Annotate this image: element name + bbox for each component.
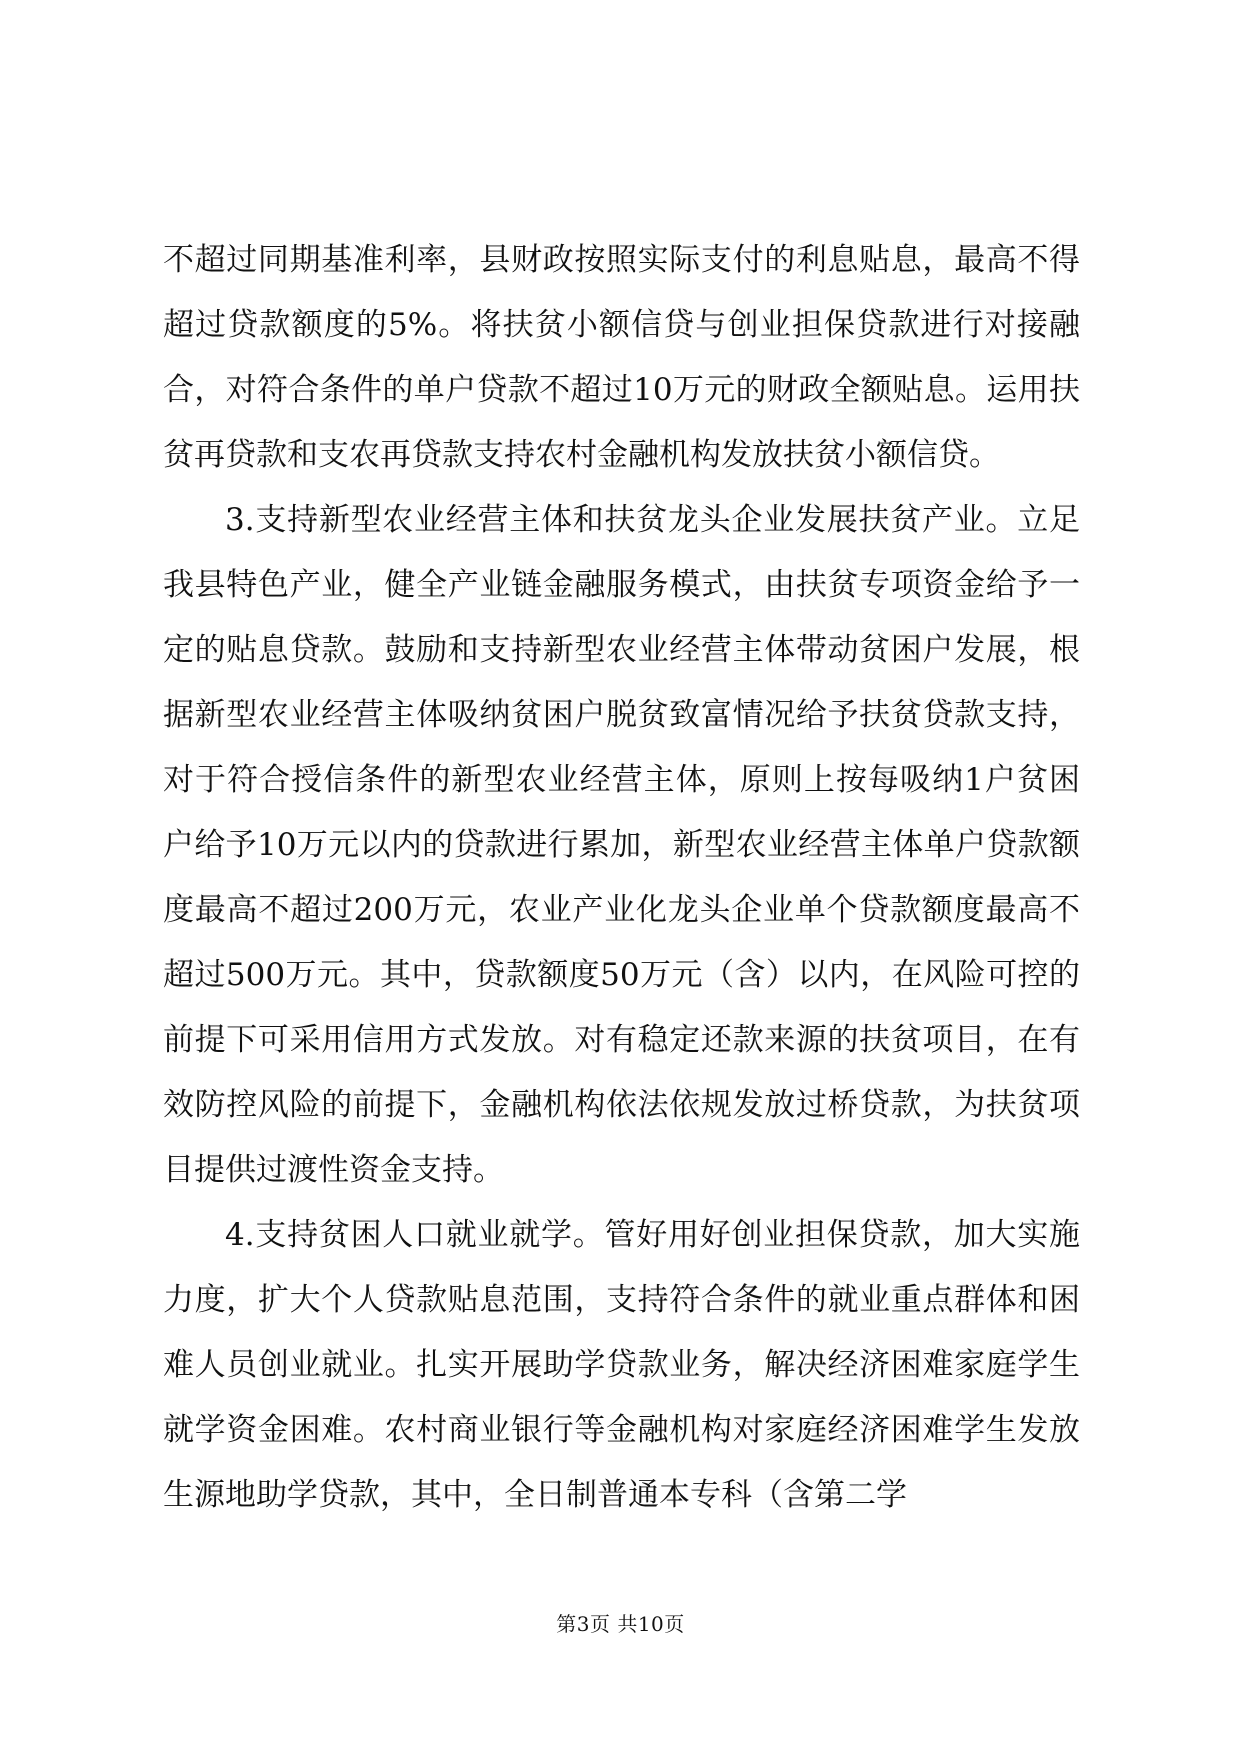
paragraph-1: 不超过同期基准利率，县财政按照实际支付的利息贴息，最高不得超过贷款额度的5%。将扶贫小额信贷与创业担保贷款进行对接融合，对符合条件的单户贷款不超过10万元的财政全额贴息。运用扶贫再贷款和支农再贷款支持农村金融机构发放扶贫小额信贷。 (163, 242, 1080, 473)
paragraph-2: 3.支持新型农业经营主体和扶贫龙头企业发展扶贫产业。立足我县特色产业，健全产业链金融服务模式，由扶贫专项资金给予一定的贴息贷款。鼓励和支持新型农业经营主体带动贫困户发展，根据新型农业经营主体吸纳贫困户脱贫致富情况给予扶贫贷款支持，对于符合授信条件的新型农业经营主体，原则上按每吸纳1户贫困户给予10万元以内的贷款进行累加，新型农业经营主体单户贷款额度最高不超过200万元，农业产业化龙头企业单个贷款额度最高不超过500万元。其中，贷款额度50万元（含）以内，在风险可控的前提下可采用信用方式发放。对有稳定还款来源的扶贫项目，在有效防控风险的前提下，金融机构依法依规发放过桥贷款，为扶贫项目提供过渡性资金支持。 (163, 502, 1080, 1188)
paragraph-3: 4.支持贫困人口就业就学。管好用好创业担保贷款，加大实施力度，扩大个人贷款贴息范围，支持符合条件的就业重点群体和困难人员创业就业。扎实开展助学贷款业务，解决经济困难家庭学生就学资金困难。农村商业银行等金融机构对家庭经济困难学生发放生源地助学贷款，其中，全日制普通本专科（含第二学 (163, 1217, 1080, 1513)
page-footer: 第3页 共10页 (556, 1612, 685, 1636)
body-text (163, 228, 1080, 1528)
